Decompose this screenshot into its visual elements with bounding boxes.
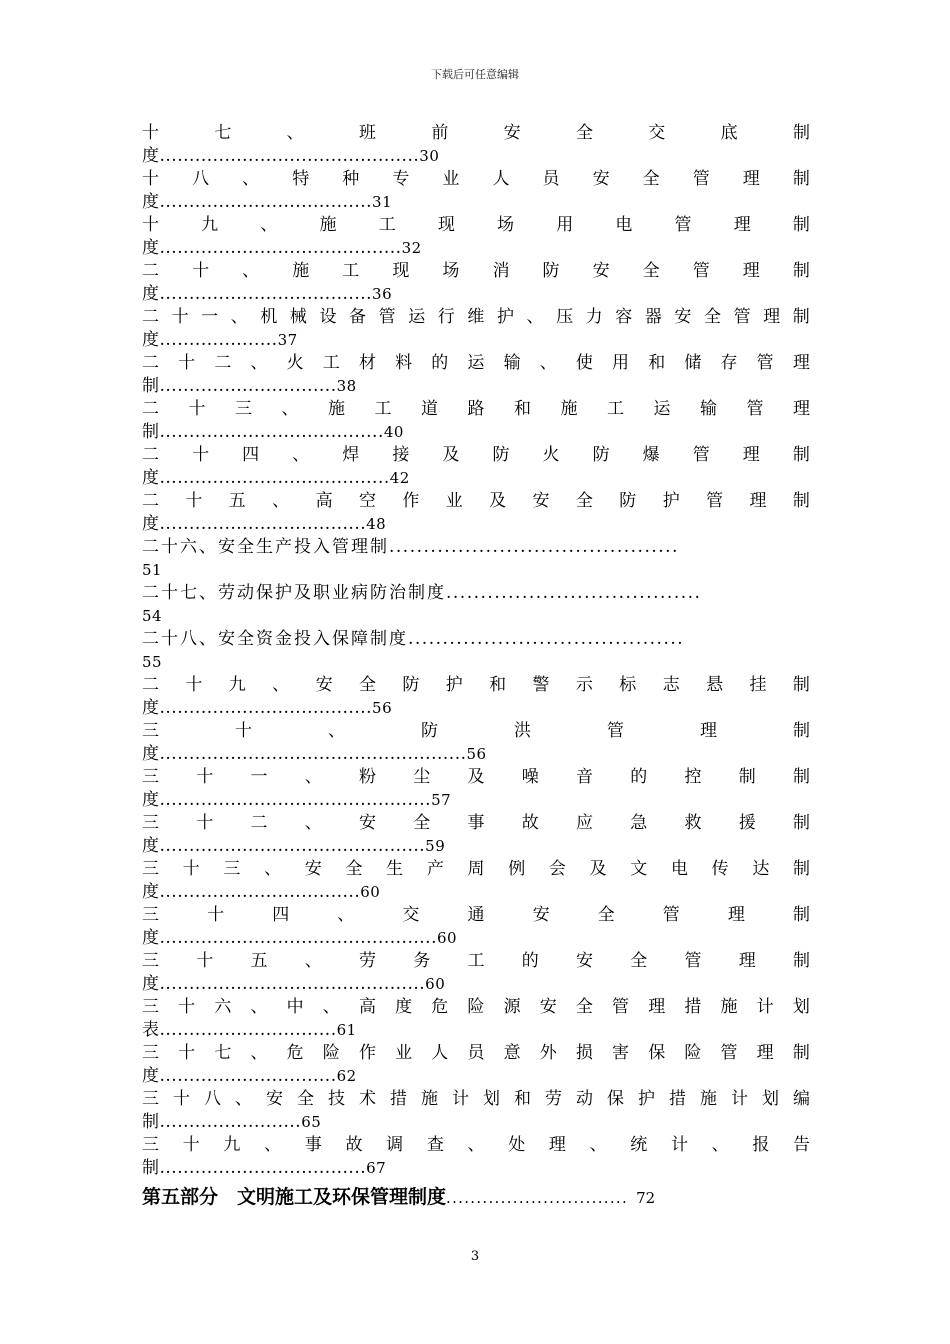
part-page: 72 xyxy=(636,1189,656,1207)
toc-entry-title: 二 十 九 、 安 全 防 护 和 警 示 标 志 悬 挂 制 xyxy=(142,675,810,695)
toc-entry-title-tail: 表 xyxy=(142,1020,160,1040)
toc-entry[interactable] xyxy=(142,904,810,950)
toc-entry[interactable] xyxy=(142,858,810,904)
toc-entry-title: 三 十 五 、 劳 务 工 的 安 全 管 理 制 xyxy=(142,951,810,971)
toc-entry-page: 61 xyxy=(336,1021,357,1039)
toc-entry-title: 三 十 七 、 危 险 作 业 人 员 意 外 损 害 保 险 管 理 制 xyxy=(142,1043,810,1063)
toc-entry-leader xyxy=(142,237,810,260)
toc-entry-leader xyxy=(142,1111,810,1134)
toc-entry-title: 二 十 一 、 机 械 设 备 管 运 行 维 护 、 压 力 容 器 安 全 管 理 制 xyxy=(142,307,810,327)
toc-entry-title: 三 十 八 、 安 全 技 术 措 施 计 划 和 劳 动 保 护 措 施 计 划 编 xyxy=(142,1089,810,1109)
dot-leader: ......................................... xyxy=(159,238,402,258)
toc-entry-title: 十 七 、 班 前 安 全 交 底 制 xyxy=(142,123,810,143)
toc-entry-title-tail: 度 xyxy=(142,698,160,718)
toc-entry-title: 二十七、劳动保护及职业病防治制度 ..................................... xyxy=(142,583,702,603)
toc-entry[interactable] xyxy=(142,490,810,536)
dot-leader: ............................................. xyxy=(159,974,426,994)
toc-entry-title: 二十六、安全生产投入管理制 .......................................... xyxy=(142,537,679,557)
toc-entry-leader xyxy=(142,1065,810,1088)
toc-entry-title-tail: 度 xyxy=(142,192,160,212)
toc-entry-title-tail: 度 xyxy=(142,1066,160,1086)
toc-entry-title-tail: 度 xyxy=(142,330,160,350)
toc-entry-title-tail: 度 xyxy=(142,882,160,902)
toc-entry-leader xyxy=(142,329,810,352)
toc-entry-leader xyxy=(142,467,810,490)
dot-leader: .................................... xyxy=(159,284,373,304)
toc-entry-page: 51 xyxy=(142,561,163,579)
toc-entry[interactable] xyxy=(142,674,810,720)
toc-entry-title-tail: 度 xyxy=(142,974,160,994)
toc-entry-title-tail: 制 xyxy=(142,1158,160,1178)
dot-leader: ................................... xyxy=(159,1158,367,1178)
toc-entry-title-tail: 制 xyxy=(142,376,160,396)
dot-leader: .................................. xyxy=(159,882,361,902)
dot-leader: ....................................... xyxy=(159,468,390,488)
toc-entry[interactable] xyxy=(142,582,810,628)
toc-entry[interactable] xyxy=(142,444,810,490)
toc-entry-title-tail: 度 xyxy=(142,928,160,948)
dot-leader: ................................... xyxy=(159,514,367,534)
toc-entry-leader xyxy=(142,421,810,444)
toc-entry[interactable] xyxy=(142,260,810,306)
toc-entry-title: 三 十 、 防 洪 管 理 制 xyxy=(142,721,810,741)
toc-entry-title: 十 八 、 特 种 专 业 人 员 安 全 管 理 制 xyxy=(142,169,810,189)
toc-entry-page: 59 xyxy=(425,837,446,855)
toc-entry-title-tail: 度 xyxy=(142,514,160,534)
toc-entry-page: 60 xyxy=(436,929,458,947)
dot-leader: .............................. xyxy=(159,376,337,396)
toc-entry[interactable] xyxy=(142,306,810,352)
toc-entry-page: 60 xyxy=(360,883,381,901)
toc-entry-title-tail: 度 xyxy=(142,146,160,166)
toc-entry[interactable] xyxy=(142,536,810,582)
table-of-contents xyxy=(142,122,810,1212)
dot-leader: .................................... xyxy=(159,698,373,718)
toc-entry-page: 60 xyxy=(425,975,446,993)
toc-entry-title-tail: 度 xyxy=(142,836,160,856)
dot-leader: .............................. xyxy=(446,1189,629,1207)
toc-entry-page: 55 xyxy=(142,653,163,671)
toc-entry-title-tail: 度 xyxy=(142,744,160,764)
toc-entry-leader xyxy=(142,191,810,214)
toc-entry[interactable] xyxy=(142,1134,810,1180)
toc-entry[interactable] xyxy=(142,996,810,1042)
toc-entry-title: 三 十 三 、 安 全 生 产 周 例 会 及 文 电 传 达 制 xyxy=(142,859,810,879)
toc-entry-page: 56 xyxy=(466,745,487,763)
dot-leader: ..................................... xyxy=(446,583,702,603)
dot-leader: .......................................... xyxy=(389,537,679,557)
dot-leader: ........................................ xyxy=(408,629,685,649)
toc-part-heading[interactable] xyxy=(142,1182,810,1212)
toc-entry-leader xyxy=(142,697,810,720)
toc-entry-leader xyxy=(142,927,810,950)
page-header: 下载后可任意编辑 xyxy=(431,68,519,81)
toc-entry-page: 42 xyxy=(389,469,410,487)
toc-entry[interactable] xyxy=(142,950,810,996)
toc-entry[interactable] xyxy=(142,1042,810,1088)
toc-entry[interactable] xyxy=(142,720,810,766)
toc-entry-page: 31 xyxy=(372,193,393,211)
toc-entry-page: 67 xyxy=(366,1159,387,1177)
toc-entry-title-tail: 制 xyxy=(142,422,160,442)
toc-entry-leader xyxy=(142,789,810,812)
toc-entry-title-tail: 度 xyxy=(142,790,160,810)
toc-entry[interactable] xyxy=(142,628,810,674)
dot-leader: .................................... xyxy=(159,192,373,212)
part-title: 第五部分 文明施工及环保管理制度 xyxy=(142,1186,447,1208)
toc-entry-leader xyxy=(142,881,810,904)
toc-entry[interactable] xyxy=(142,1088,810,1134)
toc-entry[interactable] xyxy=(142,812,810,858)
toc-entry-page: 56 xyxy=(372,699,393,717)
toc-entry-leader xyxy=(142,973,810,996)
dot-leader: .................... xyxy=(159,330,278,350)
toc-entry-page: 37 xyxy=(277,331,298,349)
toc-entry-title: 三 十 六 、 中 、 高 度 危 险 源 安 全 管 理 措 施 计 划 xyxy=(142,997,810,1017)
toc-entry-leader xyxy=(142,743,810,766)
dot-leader: .................................................... xyxy=(159,744,467,764)
toc-entry-title: 三 十 二 、 安 全 事 故 应 急 救 援 制 xyxy=(142,813,810,833)
toc-entry-leader xyxy=(142,145,810,168)
dot-leader: ............................................ xyxy=(159,146,420,166)
toc-entry-leader xyxy=(142,1157,810,1180)
toc-entry-page: 32 xyxy=(401,239,422,257)
toc-entry-leader xyxy=(142,835,810,858)
toc-entry-title: 三 十 四 、 交 通 安 全 管 理 制 xyxy=(142,905,810,925)
toc-entry[interactable] xyxy=(142,398,810,444)
toc-entry-title: 二十八、安全资金投入保障制度 ........................................ xyxy=(142,629,685,649)
toc-entry-title: 二 十 二 、 火 工 材 料 的 运 输 、 使 用 和 储 存 管 理 xyxy=(142,353,810,373)
toc-entry-title: 二 十 、 施 工 现 场 消 防 安 全 管 理 制 xyxy=(142,261,810,281)
dot-leader: .............................. xyxy=(159,1066,337,1086)
toc-entry-page: 62 xyxy=(336,1067,357,1085)
toc-entry[interactable] xyxy=(142,122,810,168)
toc-entry[interactable] xyxy=(142,214,810,260)
dot-leader: ...................................... xyxy=(159,422,384,442)
toc-entry-leader xyxy=(142,283,810,306)
toc-entry-title-tail: 度 xyxy=(142,238,160,258)
toc-entry-page: 48 xyxy=(366,515,387,533)
toc-entry-title: 二 十 五 、 高 空 作 业 及 安 全 防 护 管 理 制 xyxy=(142,491,810,511)
toc-entry-title-tail: 度 xyxy=(142,468,160,488)
toc-entry-page: 30 xyxy=(419,147,440,165)
toc-entry-leader xyxy=(142,1019,810,1042)
toc-entry-page: 40 xyxy=(383,423,404,441)
toc-entry-title: 二 十 四 、 焊 接 及 防 火 防 爆 管 理 制 xyxy=(142,445,810,465)
toc-entry[interactable] xyxy=(142,168,810,214)
toc-entry[interactable] xyxy=(142,352,810,398)
toc-entry-page: 57 xyxy=(431,791,452,809)
toc-entry-title: 十 九 、 施 工 现 场 用 电 管 理 制 xyxy=(142,215,810,235)
toc-entry[interactable] xyxy=(142,766,810,812)
toc-entry-page: 54 xyxy=(142,607,163,625)
dot-leader: .............................................. xyxy=(159,790,432,810)
toc-entry-page: 38 xyxy=(336,377,357,395)
toc-entry-title: 二 十 三 、 施 工 道 路 和 施 工 运 输 管 理 xyxy=(142,399,810,419)
toc-entry-page: 65 xyxy=(301,1113,322,1131)
page-number: 3 xyxy=(470,1249,480,1264)
toc-entry-title-tail: 度 xyxy=(142,284,160,304)
toc-entry-title-tail: 制 xyxy=(142,1112,160,1132)
toc-entry-leader xyxy=(142,375,810,398)
dot-leader: .............................. xyxy=(159,1020,337,1040)
dot-leader: ........................ xyxy=(159,1112,302,1132)
dot-leader: ............................................... xyxy=(159,928,437,948)
toc-entry-page: 36 xyxy=(372,285,393,303)
toc-entry-title: 三 十 一 、 粉 尘 及 噪 音 的 控 制 制 xyxy=(142,767,810,787)
dot-leader: ............................................. xyxy=(159,836,426,856)
toc-entry-leader xyxy=(142,513,810,536)
toc-entry-title: 三 十 九 、 事 故 调 查 、 处 理 、 统 计 、 报 告 xyxy=(142,1135,810,1155)
